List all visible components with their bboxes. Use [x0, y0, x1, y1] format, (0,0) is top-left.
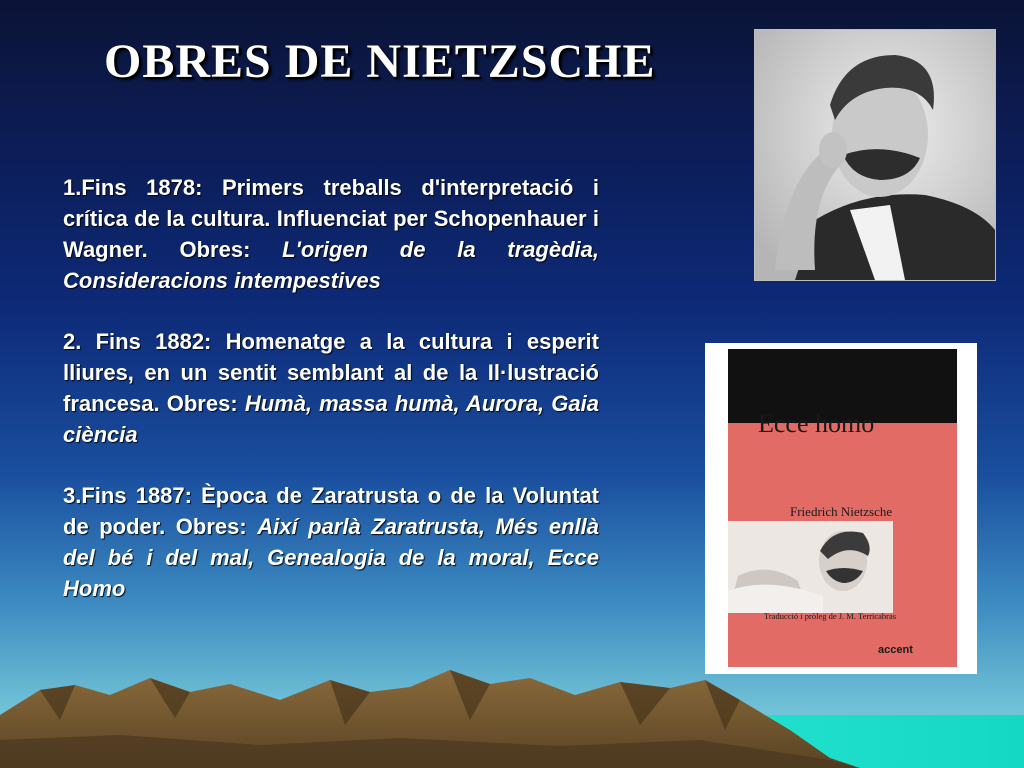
- publisher-logo: accent: [878, 644, 913, 656]
- book-photo: [728, 521, 893, 613]
- works-list: [63, 172, 599, 634]
- item-text: 2. Fins 1882: Homenatge a la cultura i esperit lliures, en un sentit semblant al de la Il·lustració francesa. Obres:: [63, 329, 599, 416]
- slide-title: OBRES DE NIETZSCHE: [104, 35, 656, 88]
- item-text: 3.Fins 1887: Època de Zaratrusta o de la Voluntat de poder. Obres:: [63, 483, 599, 539]
- mountain-range-icon: [0, 640, 1024, 768]
- list-item: [63, 326, 599, 450]
- book-cover-icon: [705, 343, 977, 674]
- item-works: L'origen de la tragèdia, Consideracions intempestives: [63, 237, 599, 293]
- list-item: [63, 172, 599, 296]
- book-title: Ecce homo: [758, 409, 875, 438]
- book-credit: Traducció i pròleg de J. M. Terricabras: [764, 611, 897, 621]
- book-author: Friedrich Nietzsche: [790, 504, 893, 519]
- list-item: [63, 480, 599, 604]
- nietzsche-portrait-icon: [754, 29, 996, 281]
- book-cover: [728, 349, 957, 667]
- item-works: Així parlà Zaratrusta, Més enllà del bé i del mal, Genealogia de la moral, Ecce Homo: [63, 514, 599, 601]
- item-text: 1.Fins 1878: Primers treballs d'interpretació i crítica de la cultura. Influenciat per Schopenhauer i Wagner. Obres:: [63, 175, 599, 262]
- item-works: Humà, massa humà, Aurora, Gaia ciència: [63, 391, 600, 447]
